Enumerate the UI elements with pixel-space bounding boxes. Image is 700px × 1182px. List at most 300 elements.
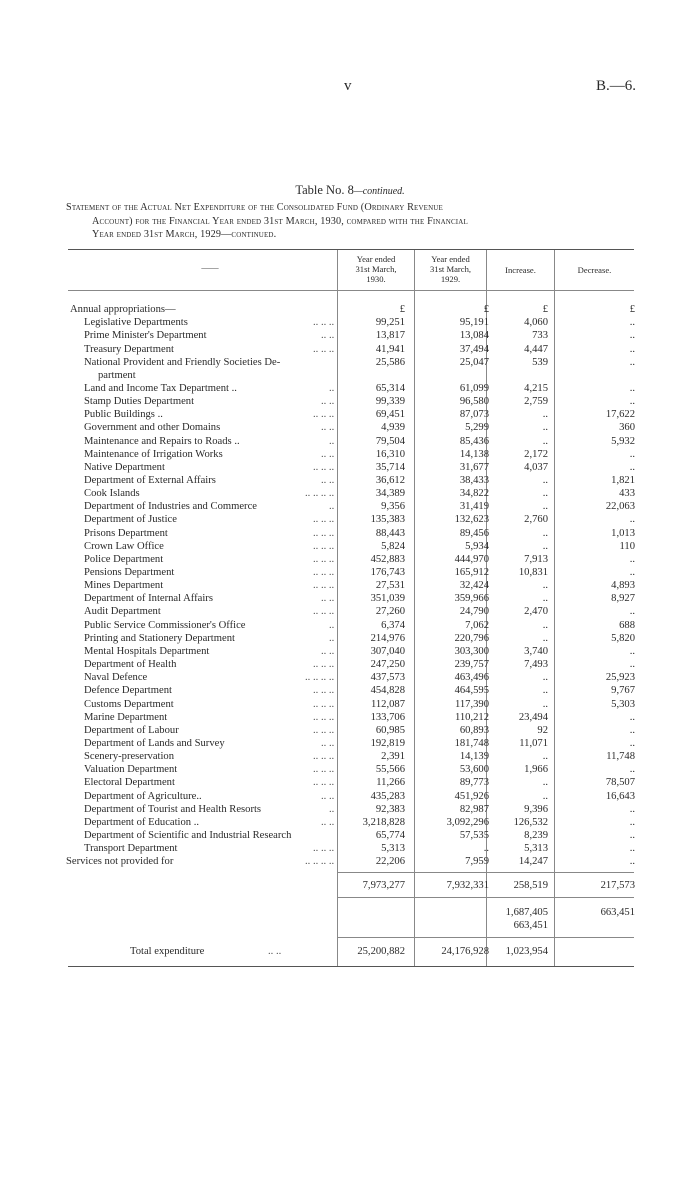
leader-dots: .. xyxy=(329,382,335,394)
table-row xyxy=(0,698,700,711)
table-row xyxy=(0,527,700,540)
cell-c4: .. xyxy=(629,856,635,868)
subtotal-bottom-rule xyxy=(337,897,634,898)
cell-c4: 8,927 xyxy=(611,593,635,605)
header-bottom-rule xyxy=(68,290,634,291)
cell-c2: 31,677 xyxy=(459,461,489,473)
cell-c3: .. xyxy=(542,488,548,500)
cell-c2: 14,138 xyxy=(459,448,489,460)
cell-c2: 359,966 xyxy=(454,593,489,605)
leader-dots: .. .. xyxy=(321,475,335,486)
leader-dots: .. .. .. xyxy=(313,540,335,552)
column-header-line: 31st March, xyxy=(429,264,472,274)
row-label: Police Department xyxy=(84,553,164,565)
cell-c4: .. xyxy=(629,553,635,565)
cell-c1: 13,817 xyxy=(375,330,405,342)
total-row xyxy=(0,945,700,958)
leader-dots: .. .. .. xyxy=(313,698,335,710)
cell-c3: 2,470 xyxy=(524,606,548,618)
cell-c3: .. xyxy=(542,475,548,486)
leader-dots: .. .. .. .. xyxy=(305,672,335,684)
cell-c2: 32,424 xyxy=(459,580,489,592)
leader-dots: .. .. xyxy=(321,422,335,434)
leader-dots: .. .. .. xyxy=(313,527,335,539)
leader-dots: .. .. .. xyxy=(313,343,335,355)
leader-dots: .. xyxy=(329,435,335,447)
cell-c3: 2,759 xyxy=(524,396,548,408)
cell-c1: 5,824 xyxy=(381,540,405,552)
cell-c4: .. xyxy=(629,606,635,618)
table-row xyxy=(0,513,700,526)
table-row xyxy=(0,461,700,474)
column-header-line: Year ended xyxy=(431,254,470,264)
table-row xyxy=(0,803,700,816)
cell-c1: 35,714 xyxy=(375,461,405,473)
table-row xyxy=(0,408,700,421)
row-label: Crown Law Office xyxy=(84,540,164,552)
cell-c3: 92 xyxy=(537,724,548,736)
cell-c4: .. xyxy=(629,461,635,473)
leader-dots: .. .. .. xyxy=(313,724,335,736)
leader-dots: .. .. xyxy=(321,330,335,342)
cell-c4: .. xyxy=(629,764,635,776)
cell-c1: 307,040 xyxy=(370,645,405,657)
cell-c3: 8,239 xyxy=(524,830,548,841)
cell-c3: 10,831 xyxy=(518,567,548,578)
cell-c2: 239,757 xyxy=(454,659,489,670)
cell-c2: 14,139 xyxy=(459,751,489,763)
row-label: Department of Labour xyxy=(84,724,179,736)
cell-c1: 60,985 xyxy=(375,724,405,736)
cell-c2: 5,299 xyxy=(465,422,489,434)
cell-c1: 6,374 xyxy=(381,619,405,631)
cell-c4: .. xyxy=(629,843,635,855)
cell-c1: 176,743 xyxy=(370,567,405,578)
row-label: Department of Industries and Commerce xyxy=(84,501,257,513)
balance-offset: 663,451 xyxy=(513,920,548,931)
cell-c4: .. xyxy=(629,816,635,828)
cell-c3: 3,740 xyxy=(524,645,548,657)
cell-c4: .. xyxy=(629,448,635,460)
leader-dots: .. .. .. xyxy=(313,764,335,776)
cell-c3: 7,493 xyxy=(524,659,548,670)
row-label: Legislative Departments xyxy=(84,317,188,329)
column-header-1930 xyxy=(338,254,414,284)
leader-dots: .. .. .. xyxy=(313,843,335,855)
row-label: Maintenance and Repairs to Roads .. xyxy=(84,435,240,447)
row-label: Prisons Department xyxy=(84,527,168,539)
leader-dots: .. .. xyxy=(321,737,335,749)
row-label: Public Buildings .. xyxy=(84,409,163,421)
table-row xyxy=(0,356,700,369)
cell-c2: 13,084 xyxy=(459,330,489,342)
cell-c4: .. xyxy=(629,356,635,368)
cell-c1: 454,828 xyxy=(370,685,405,697)
table-row xyxy=(0,369,700,382)
cell-c2: 7,062 xyxy=(465,619,489,631)
cell-c4: .. xyxy=(629,711,635,723)
cell-c4: 1,821 xyxy=(611,475,635,486)
leader-dots: .. .. xyxy=(321,816,335,828)
cell-c3: .. xyxy=(542,632,548,644)
cell-c1: 16,310 xyxy=(375,448,405,460)
cell-c1: 41,941 xyxy=(375,343,405,355)
cell-c4: 11,748 xyxy=(606,751,635,763)
cell-c2: 444,970 xyxy=(454,553,489,565)
statement-line: Account) for the Financial Year ended 31st March, 1930, compared with the Financial xyxy=(92,215,468,227)
column-header-increase: Increase. xyxy=(505,265,536,275)
cell-c2: 89,456 xyxy=(459,527,489,539)
cell-c3: 126,532 xyxy=(513,816,548,828)
table-row xyxy=(0,724,700,737)
cell-c3: .. xyxy=(542,698,548,710)
cell-c3: .. xyxy=(542,435,548,447)
cell-c2: 5,934 xyxy=(465,540,489,552)
table-row xyxy=(0,540,700,553)
table-row xyxy=(0,829,700,842)
cell-c2: 85,436 xyxy=(459,435,489,447)
cell-c2: 96,580 xyxy=(459,396,489,408)
subtotal-1929: 7,932,331 xyxy=(446,880,489,891)
row-label: Department of Health xyxy=(84,659,177,670)
row-label: Valuation Department xyxy=(84,764,178,776)
cell-c3: 4,060 xyxy=(524,317,548,329)
cell-c4: 78,507 xyxy=(605,777,635,789)
balance-row xyxy=(0,906,700,919)
row-label: National Provident and Friendly Societies De- xyxy=(84,356,281,368)
row-label: Audit Department xyxy=(84,606,161,618)
balance-row xyxy=(0,919,700,932)
currency-symbol: £ xyxy=(542,304,548,315)
cell-c2: 87,073 xyxy=(459,409,489,421)
leader-dots: .. .. xyxy=(321,790,335,802)
leader-dots: .. .. .. .. xyxy=(305,856,335,868)
cell-c2: 7,959 xyxy=(465,856,489,868)
section-label-row xyxy=(0,303,700,316)
cell-c1: 452,883 xyxy=(370,553,405,565)
leader-dots: .. .. .. xyxy=(313,553,335,565)
cell-c3: 9,396 xyxy=(524,803,548,815)
cell-c3: .. xyxy=(542,777,548,789)
cell-c4: 688 xyxy=(619,619,635,631)
cell-c1: 133,706 xyxy=(370,711,405,723)
table-row xyxy=(0,579,700,592)
cell-c1: 135,383 xyxy=(370,514,405,526)
leader-dots: .. .. .. xyxy=(313,409,335,421)
cell-c2: 37,494 xyxy=(459,343,489,355)
table-title-text: Table No. 8 xyxy=(295,183,354,197)
cell-c3: 4,215 xyxy=(524,382,548,394)
row-label: Customs Department xyxy=(84,698,174,710)
row-label: Mines Department xyxy=(84,580,164,592)
cell-c1: 27,531 xyxy=(375,580,405,592)
cell-c2: 82,987 xyxy=(459,803,489,815)
row-label: Naval Defence xyxy=(84,672,148,684)
statement-line: Year ended 31st March, 1929—continued. xyxy=(92,229,277,240)
column-header-line: Year ended xyxy=(356,254,396,264)
cell-c3: 4,447 xyxy=(524,343,548,355)
table-row xyxy=(0,763,700,776)
cell-c1: 112,087 xyxy=(370,698,405,710)
document-reference: B.—6. xyxy=(596,78,637,94)
cell-c2: 117,390 xyxy=(454,698,489,710)
leader-dots: .. .. xyxy=(321,593,335,605)
row-label: Department of Internal Affairs xyxy=(84,593,213,605)
cell-c4: 110 xyxy=(619,540,635,552)
cell-c3: .. xyxy=(542,672,548,684)
cell-c1: 11,266 xyxy=(376,777,405,789)
cell-c4: .. xyxy=(629,645,635,657)
column-header-line: 31st March, xyxy=(355,264,397,274)
cell-c4: 5,820 xyxy=(611,632,635,644)
row-label: Pensions Department xyxy=(84,567,175,578)
leader-dots: .. .. .. xyxy=(313,606,335,618)
cell-c1: 9,356 xyxy=(381,501,405,513)
row-label: Electoral Department xyxy=(84,777,175,789)
row-label: Cook Islands xyxy=(84,488,140,500)
cell-c2: 61,099 xyxy=(459,382,489,394)
cell-c4: 16,643 xyxy=(605,790,635,802)
row-label: Maintenance of Irrigation Works xyxy=(84,448,223,460)
row-label: Printing and Stationery Department xyxy=(84,632,235,644)
cell-c4: .. xyxy=(629,737,635,749)
cell-c2: 57,535 xyxy=(459,830,489,841)
cell-c3: 2,760 xyxy=(524,514,548,526)
table-row xyxy=(0,487,700,500)
row-label: partment xyxy=(98,369,136,381)
table-row xyxy=(0,750,700,763)
cell-c3: .. xyxy=(542,619,548,631)
table-row xyxy=(0,711,700,724)
leader-dots: .. xyxy=(329,501,335,513)
cell-c2: 34,822 xyxy=(459,488,489,500)
leader-dots: .. .. .. xyxy=(313,685,335,697)
column-header-line: 1930. xyxy=(366,274,386,284)
cell-c4: .. xyxy=(629,317,635,329)
cell-c1: 99,339 xyxy=(375,396,405,408)
statement-heading xyxy=(66,201,634,242)
table-row xyxy=(0,816,700,829)
cell-c3: 1,966 xyxy=(524,764,548,776)
row-label: Department of Justice xyxy=(84,514,177,526)
column-header-decrease: Decrease. xyxy=(577,265,612,275)
cell-c1: 36,612 xyxy=(375,475,405,486)
cell-c1: 65,314 xyxy=(375,382,405,394)
table-row xyxy=(0,316,700,329)
cell-c2: 95,191 xyxy=(459,317,489,329)
cell-c3: .. xyxy=(542,501,548,513)
leader-dots: .. .. .. xyxy=(313,461,335,473)
table-title xyxy=(0,183,700,198)
leader-dots: .. xyxy=(329,632,335,644)
row-label: Public Service Commissioner's Office xyxy=(84,619,246,631)
total-increase: 1,023,954 xyxy=(505,946,548,957)
section-label: Annual appropriations— xyxy=(70,304,176,315)
cell-c3: 4,037 xyxy=(524,461,548,473)
cell-c3: .. xyxy=(542,409,548,421)
row-label: Prime Minister's Department xyxy=(84,330,207,342)
cell-c1: 25,586 xyxy=(375,356,405,368)
cell-c4: 9,767 xyxy=(611,685,635,697)
table-row xyxy=(0,842,700,855)
cell-c4: 5,932 xyxy=(611,435,635,447)
table-row xyxy=(0,632,700,645)
balance-decrease: 663,451 xyxy=(600,907,635,918)
cell-c3: 23,494 xyxy=(518,711,548,723)
cell-c2: 53,600 xyxy=(459,764,489,776)
cell-c3: .. xyxy=(542,593,548,605)
table-row xyxy=(0,619,700,632)
cell-c3: 7,913 xyxy=(524,553,548,565)
cell-c2: .. xyxy=(483,843,489,855)
cell-c2: 31,419 xyxy=(459,501,489,513)
leader-dots: .. .. .. xyxy=(313,659,335,670)
currency-symbol: £ xyxy=(629,304,635,315)
row-label: Scenery-preservation xyxy=(84,751,175,763)
table-row xyxy=(0,605,700,618)
table-row xyxy=(0,329,700,342)
total-label: Total expenditure xyxy=(130,946,205,957)
table-row xyxy=(0,645,700,658)
table-row xyxy=(0,435,700,448)
cell-c2: 3,092,296 xyxy=(446,816,489,828)
cell-c2: 24,790 xyxy=(459,606,489,618)
table-row xyxy=(0,658,700,671)
row-label: Treasury Department xyxy=(84,343,174,355)
table-top-rule xyxy=(68,249,634,250)
cell-c4: .. xyxy=(629,330,635,342)
table-row xyxy=(0,500,700,513)
leader-dots: .. .. xyxy=(321,396,335,408)
leader-dots: .. .. .. xyxy=(313,514,335,526)
leader-dots: .. .. .. xyxy=(313,580,335,592)
leader-dots: .. .. xyxy=(321,448,335,460)
cell-c4: .. xyxy=(629,382,635,394)
cell-c1: 214,976 xyxy=(370,632,405,644)
cell-c1: 437,573 xyxy=(370,672,405,684)
cell-c1: 435,283 xyxy=(370,790,405,802)
balance-increase: 1,687,405 xyxy=(505,907,548,918)
table-row xyxy=(0,671,700,684)
cell-c1: 3,218,828 xyxy=(362,816,405,828)
cell-c1: 27,260 xyxy=(375,606,405,618)
leader-dots: .. .. .. xyxy=(313,711,335,723)
subtotal-top-rule xyxy=(337,872,634,873)
table-row xyxy=(0,592,700,605)
cell-c4: .. xyxy=(629,659,635,670)
leader-dots: .. xyxy=(329,619,335,631)
cell-c3: 5,313 xyxy=(524,843,548,855)
cell-c1: 34,389 xyxy=(375,488,405,500)
table-row xyxy=(0,737,700,750)
balance-bottom-rule xyxy=(337,937,634,938)
leader-dots: .. .. xyxy=(268,946,282,957)
row-label: Department of External Affairs xyxy=(84,475,216,486)
cell-c4: 4,893 xyxy=(611,580,635,592)
cell-c1: 88,443 xyxy=(375,527,405,539)
cell-c3: .. xyxy=(542,422,548,434)
table-bottom-rule xyxy=(68,966,634,967)
cell-c4: 17,622 xyxy=(605,409,635,421)
cell-c2: 89,773 xyxy=(459,777,489,789)
cell-c4: 1,013 xyxy=(611,527,635,539)
cell-c2: 165,912 xyxy=(454,567,489,578)
cell-c1: 92,383 xyxy=(375,803,405,815)
cell-c1: 2,391 xyxy=(381,751,405,763)
row-label: Native Department xyxy=(84,461,165,473)
cell-c4: 22,063 xyxy=(605,501,635,513)
cell-c2: 451,926 xyxy=(454,790,489,802)
cell-c3: .. xyxy=(542,580,548,592)
table-row xyxy=(0,566,700,579)
leader-dots: .. .. xyxy=(321,645,335,657)
cell-c1: 5,313 xyxy=(381,843,405,855)
cell-c3: .. xyxy=(542,685,548,697)
row-label: Department of Education .. xyxy=(84,816,200,828)
subtotal-row xyxy=(0,879,700,892)
total-1930: 25,200,882 xyxy=(357,946,405,957)
cell-c1: 247,250 xyxy=(370,659,405,670)
table-row xyxy=(0,684,700,697)
table-row xyxy=(0,790,700,803)
cell-c3: 539 xyxy=(532,356,548,368)
table-row xyxy=(0,776,700,789)
table-row xyxy=(0,343,700,356)
row-label: Government and other Domains xyxy=(84,422,221,434)
cell-c3: .. xyxy=(542,751,548,763)
cell-c4: 360 xyxy=(619,422,635,434)
row-label: Services not provided for xyxy=(66,856,174,868)
cell-c2: 303,300 xyxy=(454,645,489,657)
cell-c4: 433 xyxy=(619,488,635,500)
total-1929: 24,176,928 xyxy=(441,946,489,957)
row-label: Defence Department xyxy=(84,685,172,697)
column-header-1929 xyxy=(415,254,486,284)
cell-c2: 181,748 xyxy=(454,737,489,749)
cell-c4: .. xyxy=(629,567,635,578)
row-label: Land and Income Tax Department .. xyxy=(84,382,237,394)
cell-c4: .. xyxy=(629,803,635,815)
cell-c2: 25,047 xyxy=(459,356,489,368)
table-row xyxy=(0,448,700,461)
row-label: Department of Lands and Survey xyxy=(84,737,225,749)
cell-c3: 733 xyxy=(532,330,548,342)
cell-c1: 65,774 xyxy=(375,830,405,841)
cell-c4: .. xyxy=(629,343,635,355)
row-label: Department of Tourist and Health Resorts xyxy=(84,803,262,815)
cell-c4: .. xyxy=(629,396,635,408)
cell-c2: 132,623 xyxy=(454,514,489,526)
row-label: Department of Scientific and Industrial Research xyxy=(84,830,292,841)
cell-c1: 79,504 xyxy=(375,435,405,447)
leader-dots: .. .. .. xyxy=(313,317,335,329)
statement-line: Statement of the Actual Net Expenditure of the Consolidated Fund (Ordinary Revenue xyxy=(66,202,443,213)
cell-c3: 14,247 xyxy=(518,856,548,868)
table-row xyxy=(0,421,700,434)
cell-c1: 55,566 xyxy=(375,764,405,776)
cell-c2: 110,212 xyxy=(454,711,489,723)
table-row xyxy=(0,395,700,408)
column-header-line: 1929. xyxy=(440,274,461,284)
cell-c1: 69,451 xyxy=(375,409,405,421)
leader-dots: .. .. .. xyxy=(313,567,335,578)
cell-c3: 11,071 xyxy=(519,737,548,749)
cell-c1: 22,206 xyxy=(375,856,405,868)
cell-c1: 192,819 xyxy=(370,737,405,749)
cell-c2: 60,893 xyxy=(459,724,489,736)
leader-dots: .. .. .. .. xyxy=(305,488,335,500)
table-row xyxy=(0,855,700,868)
